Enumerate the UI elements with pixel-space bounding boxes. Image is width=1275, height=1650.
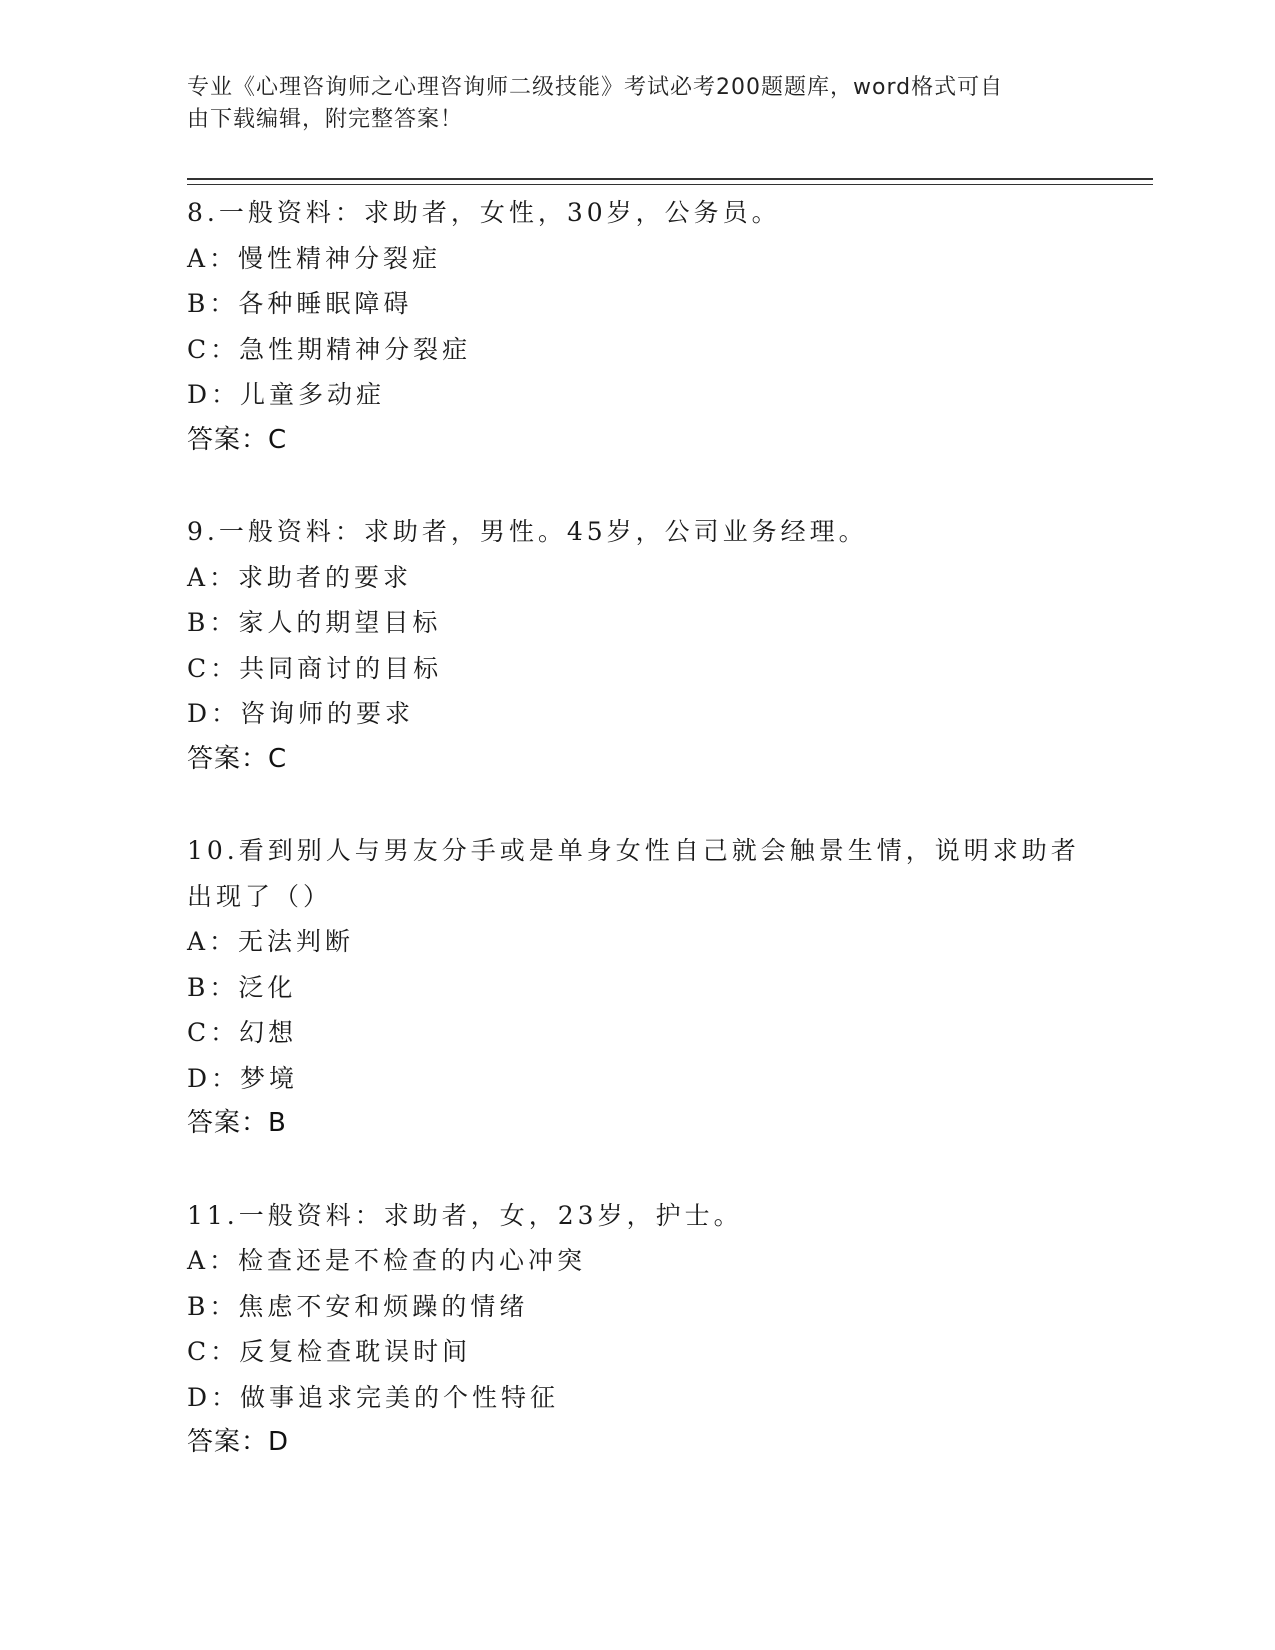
option-d: D：做事追求完美的个性特征 [187,1382,560,1412]
question-stem: 9.一般资料：求助者，男性。45岁，公司业务经理。 [187,517,868,546]
option-a: A：无法判断 [187,927,355,956]
option-b: B：各种睡眠障碍 [187,289,413,318]
option-c: C：共同商讨的目标 [187,653,443,683]
option-d: D：咨询师的要求 [187,699,415,728]
header-divider-thick [187,178,1153,180]
question-11 [187,1193,1087,1466]
option-d: D：儿童多动症 [187,380,386,409]
header-line-2: 由下载编辑，附完整答案！ [187,107,464,132]
question-stem: 11.一般资料：求助者，女，23岁，护士。 [187,1200,743,1230]
option-b: B：泛化 [187,972,297,1002]
question-8 [187,190,1087,463]
answer: 答案：B [187,1108,287,1138]
option-c: C：急性期精神分裂症 [187,334,472,364]
answer: 答案：D [187,1427,290,1457]
option-b: B：焦虑不安和烦躁的情绪 [187,1291,529,1321]
question-list [187,190,1087,1512]
header-line-1: 专业《心理咨询师之心理咨询师二级技能》考试必考200题题库，word格式可自 [187,75,1004,100]
option-a: A：检查还是不检查的内心冲突 [187,1246,587,1275]
option-c: C：反复检查耽误时间 [187,1337,472,1366]
answer: 答案：C [187,743,288,774]
question-10 [187,828,1087,1147]
question-stem: 10.看到别人与男友分手或是单身女性自己就会触景生情，说明求助者出现了（） [187,836,1080,911]
document-header [187,72,1087,136]
question-9 [187,509,1087,782]
header-divider-thin [187,184,1153,185]
answer: 答案：C [187,424,288,455]
option-b: B：家人的期望目标 [187,608,442,637]
option-d: D：梦境 [187,1063,299,1093]
option-c: C：幻想 [187,1018,298,1047]
question-stem: 8.一般资料：求助者，女性，30岁，公务员。 [187,198,781,227]
option-a: A：求助者的要求 [187,562,413,592]
option-a: A：慢性精神分裂症 [187,243,442,273]
